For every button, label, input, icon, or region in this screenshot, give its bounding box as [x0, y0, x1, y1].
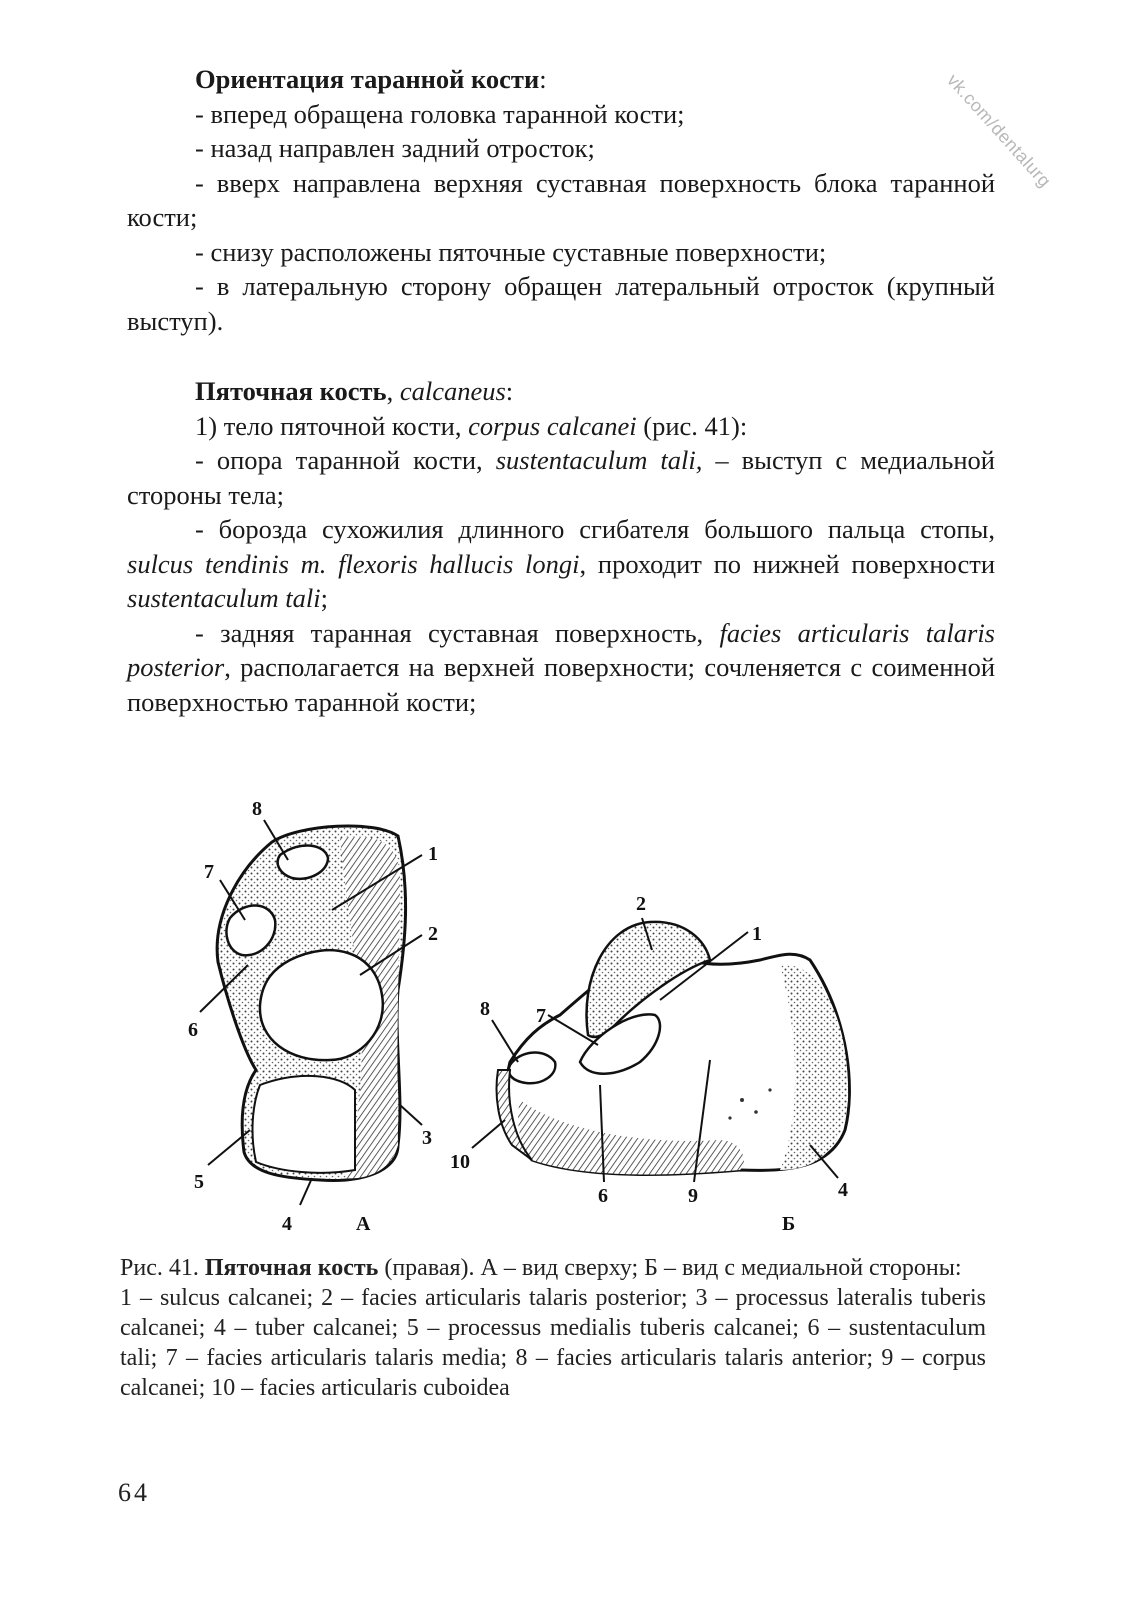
list-item: - снизу расположены пяточные суставные поверхности; [195, 236, 827, 267]
list-item [127, 443, 995, 512]
leader-a-3 [400, 1105, 422, 1125]
list-item: - вперед обращена головка таранной кости; [195, 98, 685, 129]
watermark: vk.com/dentalurg [943, 70, 1056, 192]
item-latin: sustentaculum tali, [495, 445, 703, 475]
item-text: - задняя таранная суставная поверхность, [195, 617, 720, 648]
label-a-6: 6 [188, 1019, 198, 1041]
label-a-7: 7 [204, 861, 214, 883]
heading-text: Ориентация таранной кости [195, 64, 540, 94]
section-heading [127, 374, 995, 409]
label-b-1: 1 [752, 923, 762, 945]
label-b-8: 8 [480, 998, 490, 1020]
item-text: – выступ с медиальной стороны тела; [127, 445, 995, 510]
label-b-9: 9 [688, 1185, 698, 1207]
label-a-4: 4 [282, 1213, 292, 1235]
item-text: , проходит по нижней поверхности [579, 548, 995, 579]
item-text: (рис. 41): [636, 410, 748, 441]
item-text: - борозда сухожилия длинного сгибателя большого пальца стопы, [195, 514, 995, 544]
label-b-2: 2 [636, 893, 646, 915]
caption-legend: 1 – sulcus calcanei; 2 – facies articularis talaris posterior; 3 – processus lateralis tuberis calcanei; 4 – tuber calcanei; 5 – processus medialis tuberis calcanei; 6 – sustentaculum tali; 7 – facies articularis talaris media; 8 – facies articularis talaris anterior; 9 – corpus calcanei; 10 – facies articularis cuboidea [120, 1285, 986, 1401]
label-a-2: 2 [428, 923, 438, 945]
item-text: 1) тело пяточной кости, [195, 410, 469, 441]
item-latin: facies articularis talaris posterior [127, 617, 995, 682]
page-number: 64 [118, 1478, 150, 1507]
section-heading [127, 62, 995, 97]
leader-a-4 [300, 1178, 312, 1205]
leader-b-8 [492, 1020, 518, 1062]
heading-colon: : [505, 376, 514, 406]
label-a-8: 8 [252, 800, 262, 820]
caption-rest: (правая). А – вид сверху; Б – вид с медиальной стороны: [378, 1255, 962, 1281]
caption-bold-title: Пяточная кость [204, 1255, 379, 1281]
figure-caption [120, 1253, 986, 1403]
view-b-drawing [497, 922, 850, 1175]
section-calcaneus [127, 374, 995, 719]
list-item [127, 616, 995, 720]
item-latin: sulcus tendinis m. flexoris hallucis longi [127, 548, 580, 579]
tuber-surface [253, 1076, 355, 1173]
list-item [127, 409, 995, 444]
list-item: - в латеральную сторону обращен латеральный отросток (крупный выступ). [127, 271, 995, 336]
view-a-drawing [217, 826, 405, 1181]
label-a-3: 3 [422, 1127, 432, 1149]
posterior-talar-facet [260, 950, 383, 1060]
heading-latin: calcaneus [399, 376, 506, 406]
item-latin: sustentaculum tali [127, 583, 321, 613]
item-text: , располагается на верхней поверхности; сочленяется с соименной поверхностью таранной кости; [127, 652, 995, 717]
view-a-letter: А [356, 1213, 371, 1235]
label-b-6: 6 [598, 1185, 608, 1207]
item-text: - опора таранной кости, [195, 445, 496, 475]
item-latin: corpus calcanei [468, 410, 637, 441]
label-a-5: 5 [194, 1171, 204, 1193]
label-b-10: 10 [450, 1151, 470, 1173]
list-item: - назад направлен задний отросток; [195, 133, 595, 163]
heading-colon: : [539, 64, 547, 94]
list-item: - вверх направлена верхняя суставная поверхность блока таранной кости; [127, 167, 995, 232]
view-b-letter: Б [782, 1213, 796, 1235]
calcaneus-illustration [160, 800, 900, 1240]
label-b-7: 7 [536, 1005, 546, 1027]
heading-separator: , [386, 376, 400, 406]
label-a-1: 1 [428, 843, 438, 865]
caption-prefix: Рис. 41. [120, 1255, 205, 1281]
section-talus-orientation [127, 62, 995, 338]
list-item [127, 512, 995, 616]
label-b-4: 4 [838, 1179, 848, 1201]
item-text: ; [320, 583, 328, 613]
caption-title [120, 1253, 986, 1283]
figure-calcaneus [160, 800, 900, 1240]
heading-text: Пяточная кость [195, 376, 387, 406]
leader-b-10 [472, 1120, 505, 1148]
